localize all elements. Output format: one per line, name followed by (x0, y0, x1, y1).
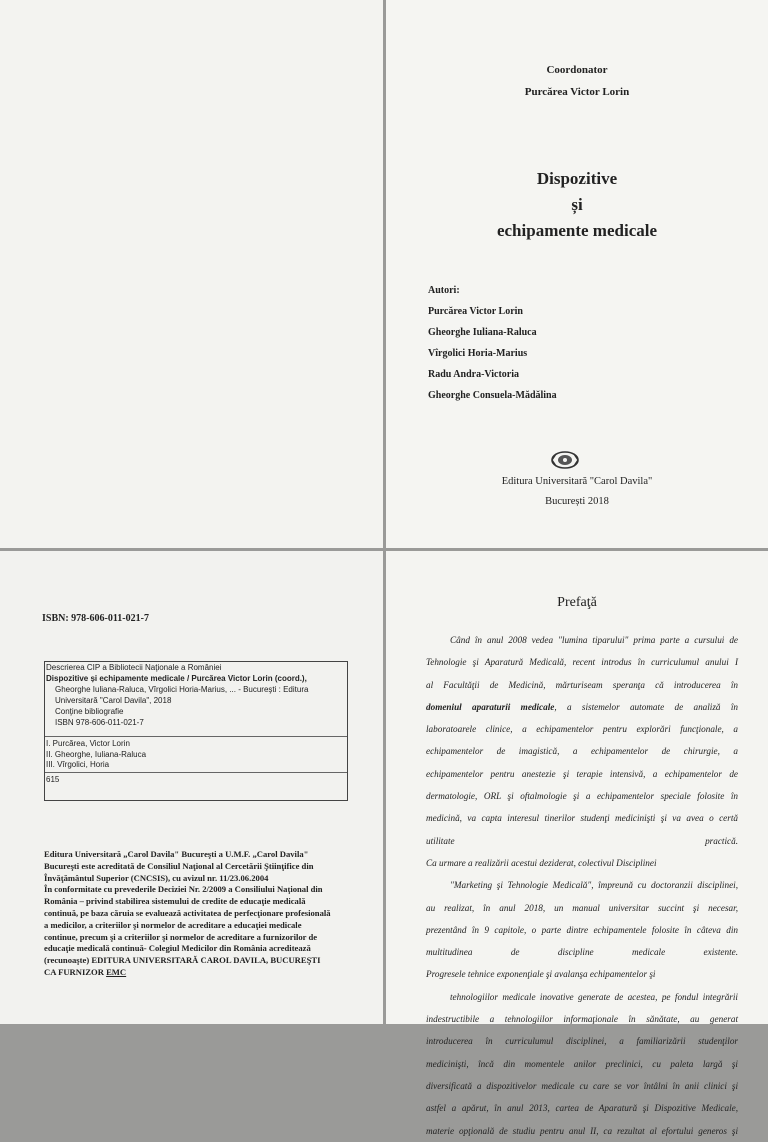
cip-list-item: I. Purcărea, Victor Lorin (46, 739, 130, 748)
publisher-place-year: București 2018 (545, 496, 609, 507)
preface-page (386, 551, 768, 1136)
blank-page (0, 0, 383, 548)
text-line: medicină, va capta interesul tinerilor studenţi medicinişti şi va avea o certă (426, 813, 738, 824)
cip-line: Gheorghe Iuliana-Raluca, Vîrgolici Horia-Marius, ... - Bucureşti : Editura (55, 685, 309, 694)
notice-line: România – privind stabilirea sistemului de credite de educaţie medicală (44, 896, 306, 907)
notice-line: Editura Universitară „Carol Davila" Bucureşti a U.M.F. „Carol Davila" (44, 849, 309, 859)
text-line: al Facultăţii de Medicină, mărturiseam speranţa că introducerea în (426, 679, 738, 690)
notice-line: Bucureşti este acreditată de Consiliul Naţional al Cercetării Ştiinţifice din (44, 860, 314, 871)
text-line: Tehnologie şi Aparatură Medicală, recent introdus în curriculumul anului I (426, 657, 738, 668)
text-line: medicinişti, încă din momentele anilor preclinici, cu paleta largă şi (426, 1058, 738, 1069)
accreditation-notice (44, 849, 344, 979)
cip-header: Descrierea CIP a Bibliotecii Naţionale a României (46, 663, 222, 672)
text-line: prezentând în 9 capitole, o parte dintre echipamentele folosite în câteva din (426, 924, 738, 935)
authors-block (428, 280, 557, 406)
text-line: multitudinea de discipline medicale existente. (426, 947, 738, 958)
author-name: Radu Andra-Victoria (428, 369, 520, 380)
preface-body (426, 629, 738, 1142)
book-title-line-2: și (571, 195, 583, 214)
preface-title: Prefaţă (557, 595, 597, 610)
book-title-line-3: echipamente medicale (496, 221, 658, 240)
cip-line: Universitară "Carol Davila", 2018 (55, 696, 172, 705)
text-line: astfel a apărut, în anul 2013, cartea de Aparatură şi Dispozitive Medicale, (426, 1103, 738, 1114)
text-line: materie opţională de studiu pentru anul II, ca rezultat al efortului generos şi (426, 1125, 738, 1136)
text-line: dermatologie, ORL şi oftalmologie şi a echipamentelor speciale folosite în (426, 791, 738, 802)
notice-line: În conformitate cu prevederile Deciziei Nr. 2/2009 a Consiliului Naţional din (44, 884, 323, 895)
notice-line: Învăţământul Superior (CNCSIS), cu avizul nr. 11/23.06.2004 (44, 872, 269, 883)
notice-line: (recunoaşte) EDITURA UNIVERSITARĂ CAROL DAVILA, BUCUREŞTI (44, 955, 321, 966)
cip-divider (45, 772, 347, 773)
cip-line: ISBN 978-606-011-021-7 (55, 718, 144, 727)
publisher-emblem-icon (550, 450, 580, 470)
text-line (426, 696, 738, 718)
text-line: Ca urmare a realizării acestui deziderat, colectivul Disciplinei (426, 857, 657, 868)
emc-label: EMC (106, 966, 127, 977)
author-name: Gheorghe Consuela-Mădălina (428, 390, 557, 401)
text-line: echipamentelor de imagistică, a echipamentelor de chirurgie, a (426, 746, 738, 757)
emphasis-phrase: domeniul aparaturii medicale (426, 701, 555, 712)
text-line: indestructibile a tehnologiilor informaţionale în sănătate, au generat (426, 1014, 738, 1025)
text-line: au realizat, în anul 2018, un manual universitar succint şi necesar, (426, 902, 738, 913)
cip-divider (45, 736, 347, 737)
text-line: Când în anul 2008 vedea "lumina tiparului" prima parte a cursului de (450, 635, 738, 645)
author-name: Vîrgolici Horia-Marius (428, 348, 528, 359)
text-line: diversificată a dispozitivelor medicale cu care se vor întâlni în anii clinici şi (426, 1080, 738, 1091)
cip-record-box (44, 661, 348, 801)
copyright-page (0, 551, 383, 1024)
cip-list-item: III. Vîrgolici, Horia (46, 760, 110, 769)
notice-prefix: CA FURNIZOR (44, 966, 107, 977)
cip-class-code: 615 (46, 775, 60, 784)
notice-line: continue, precum şi a criteriilor şi normelor de acreditare a furnizorilor de (44, 931, 318, 942)
notice-line-last (44, 967, 344, 979)
notice-line: educaţie medicală continuă- Colegiul Medicilor din România acreditează (44, 943, 311, 954)
coordinator-name: Purcărea Victor Lorin (524, 86, 630, 98)
coordinator-label: Coordonator (546, 64, 608, 76)
text-line: utilitate practică. (426, 835, 738, 846)
cip-line: Conţine bibliografie (55, 707, 124, 716)
isbn: ISBN: 978-606-011-021-7 (42, 613, 149, 624)
book-title-line-1: Dispozitive (536, 169, 618, 188)
cip-title-line: Dispozitive și echipamente medicale / Purcărea Victor Lorin (coord.), (46, 674, 307, 683)
authors-label: Autori: (428, 285, 460, 296)
text-line: "Marketing şi Tehnologie Medicală", împreună cu doctoranzii disciplinei, (450, 880, 738, 891)
notice-line: continuă, pe baza căruia se evaluează activitatea de perfecţionare profesională (44, 907, 331, 918)
text-fragment: , a sistemelor automate de analiză în (554, 701, 738, 712)
author-name: Purcărea Victor Lorin (428, 306, 523, 317)
title-page (386, 0, 768, 548)
publisher-name: Editura Universitară "Carol Davila" (501, 476, 653, 487)
text-line: echipamentelor pentru anestezie şi terapie intensivă, a echipamentelor de (426, 768, 738, 779)
text-line: tehnologiilor medicale inovative generate de acestea, pe fondul integrării (450, 991, 738, 1002)
text-line: laboratoarele clinice, a echipamentelor pentru explorări funcţionale, a (426, 724, 738, 735)
author-name: Gheorghe Iuliana-Raluca (428, 327, 537, 338)
text-line: Progresele tehnice exponenţiale şi avalanşa echipamentelor şi (426, 969, 656, 980)
notice-line: a medicilor, a criteriilor şi normelor de acreditare a educaţiei medicale (44, 919, 302, 930)
cip-list-item: II. Gheorghe, Iuliana-Raluca (46, 750, 147, 759)
text-line: introducerea în curriculumul disciplinei, a familiarizării studenţilor (426, 1036, 738, 1047)
